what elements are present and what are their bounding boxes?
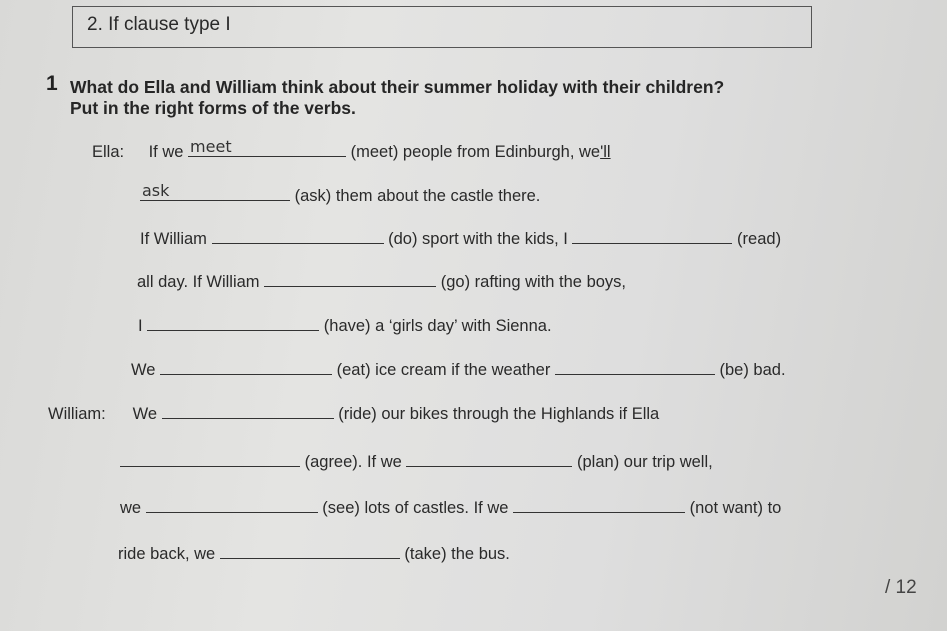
line-text: (eat) ice cream if the weather [336,361,551,379]
line-text: We [132,405,158,423]
exercise-line-5 [138,315,552,336]
answer-blank[interactable] [513,497,685,513]
answer-blank[interactable] [120,451,300,467]
handwritten-answer: ask [142,181,170,200]
section-title: 2. If clause type I [87,14,231,35]
answer-blank[interactable] [188,137,346,157]
line-text: We [131,361,156,379]
handwritten-answer: 'll [600,143,611,161]
exercise-line-9 [120,497,781,518]
exercise-line-3 [140,228,781,249]
answer-blank[interactable] [264,271,436,287]
line-text: (meet) people from Edinburgh, we [350,143,601,161]
speaker-ella: Ella: [92,143,125,161]
answer-blank[interactable] [147,315,319,331]
line-text: we [120,499,142,517]
line-text: (do) sport with the kids, I [388,230,568,248]
speaker-william: William: [48,405,106,423]
exercise-line-2 [140,181,541,206]
instruction-line-2: Put in the right forms of the verbs. [70,98,356,118]
line-text: (read) [737,230,782,248]
exercise-line-4 [137,271,626,292]
answer-blank[interactable] [160,359,332,375]
exercise-line-6 [131,359,786,380]
line-text: (ride) our bikes through the Highlands if Ella [338,405,660,423]
answer-blank[interactable] [162,403,334,419]
answer-blank[interactable] [406,451,572,467]
line-text: (plan) our trip well, [577,453,713,471]
score-label: / 12 [885,577,917,598]
line-text: If William [140,230,207,248]
answer-blank[interactable] [146,497,318,513]
line-text: ride back, we [118,545,216,563]
instruction-line-1: What do Ella and William think about their summer holiday with their children? [70,77,725,97]
exercise-line-7 [48,403,659,424]
line-text: (have) a ‘girls day’ with Sienna. [323,317,552,335]
exercise-line-8 [120,451,713,472]
line-text: (agree). If we [304,453,402,471]
line-text: (be) bad. [719,361,786,379]
line-text: (see) lots of castles. If we [322,499,509,517]
answer-blank[interactable] [572,228,732,244]
line-text: (ask) them about the castle there. [294,187,541,205]
answer-blank[interactable] [555,359,715,375]
line-text: I [138,317,143,335]
exercise-line-10 [118,543,510,564]
answer-blank[interactable] [140,181,290,201]
answer-blank[interactable] [212,228,384,244]
line-text: (not want) to [689,499,782,517]
answer-blank[interactable] [220,543,400,559]
exercise-number: 1 [46,72,58,95]
line-text: (take) the bus. [404,545,510,563]
section-header-box [72,6,812,48]
line-text: If we [148,143,184,161]
exercise-line-1 [92,137,611,162]
line-text: (go) rafting with the boys, [440,273,627,291]
handwritten-answer: meet [190,137,232,156]
line-text: all day. If William [137,273,260,291]
